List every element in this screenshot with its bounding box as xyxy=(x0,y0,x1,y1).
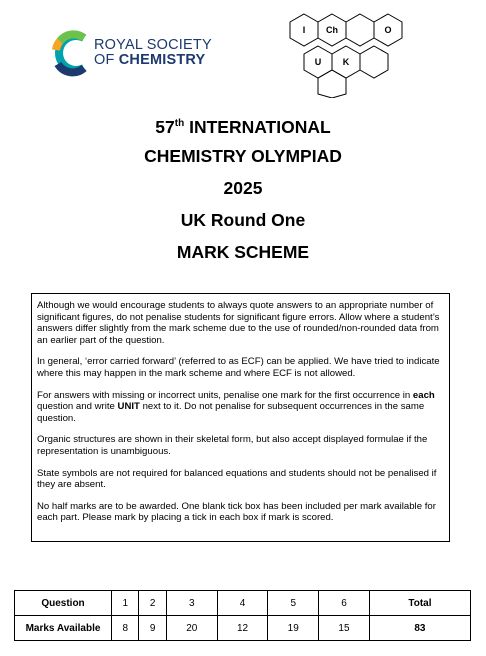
table-cell: 20 xyxy=(166,616,217,641)
table-cell: 8 xyxy=(112,616,139,641)
note-organic: Organic structures are shown in their skeletal form, but also accept displayed formulae if the representation is unambiguous. xyxy=(37,434,428,457)
icho-uk-hexagon-logo xyxy=(284,6,414,98)
table-row-questions xyxy=(15,591,471,616)
note-units-part-c: question and write xyxy=(37,401,118,413)
logo-line-1: ROYAL SOCIETY xyxy=(94,37,212,53)
logo-line-2-prefix: OF xyxy=(94,52,119,68)
note-units-unit: UNIT xyxy=(117,401,140,413)
table-cell: 1 xyxy=(112,591,139,616)
document-title xyxy=(0,112,486,272)
hex-label-ch: Ch xyxy=(326,25,338,35)
title-line-5: MARK SCHEME xyxy=(176,242,310,262)
note-ecf: In general, ‘error carried forward’ (referred to as ECF) can be applied. We have tried to indicate where this may happen in the mark scheme and where ECF is not allowed. xyxy=(37,356,440,379)
table-row-marks xyxy=(15,616,471,641)
hex-label-u: U xyxy=(314,57,322,67)
table-header-total: Total xyxy=(369,591,470,616)
title-line-4: UK Round One xyxy=(180,210,306,230)
title-ordinal-suffix: th xyxy=(174,118,185,129)
title-line-2: CHEMISTRY OLYMPIAD xyxy=(144,146,342,166)
logo-line-2 xyxy=(94,53,212,68)
note-state-symbols: State symbols are not required for balanced equations and students should not be penalised if they are absent. xyxy=(37,467,437,491)
rsc-logo-mark-icon xyxy=(50,28,90,78)
table-cell-total-marks: 83 xyxy=(369,616,470,641)
rsc-logo xyxy=(50,28,225,78)
hex-label-k: K xyxy=(342,57,350,67)
note-units xyxy=(37,390,444,425)
table-cell: 15 xyxy=(319,616,370,641)
hex-label-o: O xyxy=(384,25,392,35)
marks-table xyxy=(14,590,471,641)
table-cell: 3 xyxy=(166,591,217,616)
note-half-marks: No half marks are to be awarded. One blank tick box has been included per mark available for each part. Please mark by placing a tick in each box if mark is scored. xyxy=(37,500,436,524)
note-sig-figs: Although we would encourage students to always quote answers to an appropriate number of significant figures, do not penalise students for significant figure errors. Allow where a student’s answers differ slightly from the mark scheme due to the use of rounded/non-rounded data from an earlier part of the question. xyxy=(37,300,440,346)
table-cell: 6 xyxy=(319,591,370,616)
title-line-3: 2025 xyxy=(223,178,263,198)
table-cell: 9 xyxy=(139,616,166,641)
table-cell: 19 xyxy=(268,616,319,641)
table-cell: 4 xyxy=(217,591,268,616)
note-units-part-a: For answers with missing or incorrect units, penalise one mark for the first occurrence in xyxy=(37,389,413,401)
hex-mid xyxy=(346,14,374,46)
hex-right-lower xyxy=(360,46,388,78)
table-header-marks-available: Marks Available xyxy=(15,616,112,641)
table-cell: 12 xyxy=(217,616,268,641)
marking-notes-box xyxy=(31,293,450,542)
rsc-logo-wordmark xyxy=(94,38,212,68)
hex-bottom-left xyxy=(318,70,346,98)
note-units-part-e: next to it. Do not penalise for subsequent occurrences in the same question. xyxy=(37,401,425,424)
title-ordinal: 57 xyxy=(155,117,175,137)
title-line-1 xyxy=(0,112,486,144)
logo-line-2-bold: CHEMISTRY xyxy=(118,52,206,68)
table-cell: 5 xyxy=(268,591,319,616)
note-units-each: each xyxy=(412,389,435,401)
hex-label-i: I xyxy=(302,25,306,35)
table-cell: 2 xyxy=(139,591,166,616)
title-international: INTERNATIONAL xyxy=(184,117,331,137)
table-header-question: Question xyxy=(15,591,112,616)
